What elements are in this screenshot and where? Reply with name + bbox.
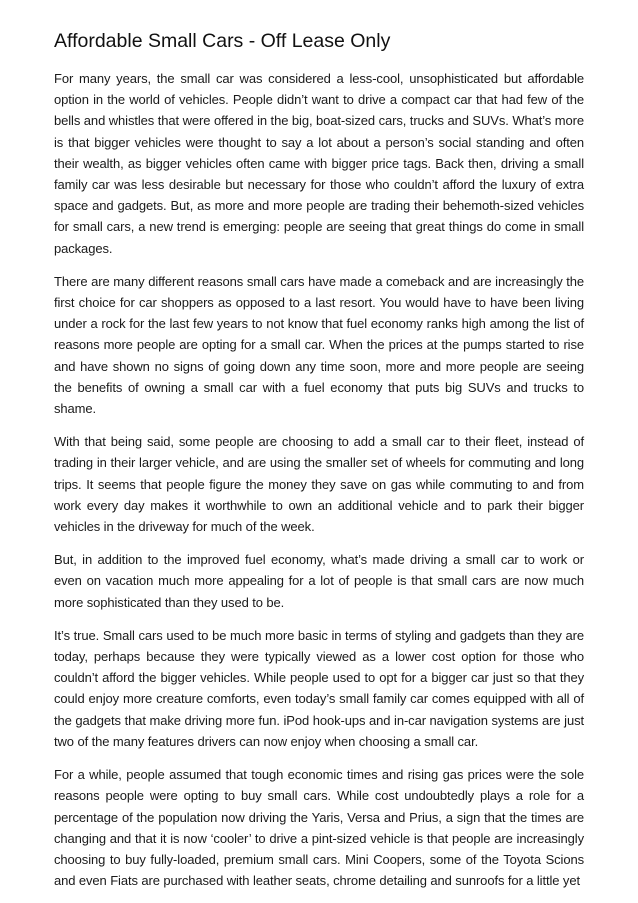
paragraph-3: With that being said, some people are choosing to add a small car to their fleet, instead of trading in their larger vehicle, and are using the smaller set of wheels for commuting and long trips. It seems that people figure the money they save on gas while commuting to and from work every day makes it worthwhile to own an additional vehicle and to park their bigger vehicles in the driveway for much of the week.: [54, 434, 584, 535]
paragraph-2: There are many different reasons small cars have made a comeback and are increasingly the first choice for car shoppers as opposed to a last resort. You would have to have been living under a rock for the last few years to not know that fuel economy ranks high among the list of reasons more people are opting for a small car. When the prices at the pumps started to rise and have shown no signs of going down any time soon, more and more people are seeing the benefits of owning a small car with a fuel economy that puts big SUVs and trucks to shame.: [54, 273, 584, 417]
paragraph-6: For a while, people assumed that tough economic times and rising gas prices were the sole reasons people were opting to buy small cars. While cost undoubtedly plays a role for a percentage of the population now driving the Yaris, Versa and Prius, a sign that the times are changing and that it is now ‘cooler’ to drive a pint-sized vehicle is that people are increasingly choosing to buy fully-loaded, premium small cars. Mini Coopers, some of the Toyota Scions and even Fiats are purchased with leather seats, chrome detailing and sunroofs for a little yet: [54, 767, 584, 889]
document-title: Affordable Small Cars - Off Lease Only: [54, 30, 391, 52]
paragraph-1: For many years, the small car was considered a less-cool, unsophisticated but affordable option in the world of vehicles. People didn’t want to drive a compact car that had few of the bells and whistles that were offered in the big, boat-sized cars, trucks and SUVs. What’s more is that bigger vehicles were thought to say a lot about a person’s social standing and often their wealth, as bigger vehicles often came with bigger price tags. Back then, driving a small family car was less desirable but necessary for those who couldn’t afford the luxury of extra space and gadgets. But, as more and more people are trading their behemoth-sized vehicles for small cars, a new trend is emerging: people are seeing that great things do come in small packages.: [54, 71, 584, 256]
paragraph-5: It’s true. Small cars used to be much more basic in terms of styling and gadgets than they are today, perhaps because they were typically viewed as a lower cost option for those who couldn’t afford the bigger vehicles. While people used to opt for a bigger car just so that they could enjoy more creature comforts, even today’s small family car comes equipped with all of the gadgets that make driving more fun. iPod hook-ups and in-car navigation systems are just two of the many features drivers can now enjoy when choosing a small car.: [54, 627, 584, 749]
paragraph-4: But, in addition to the improved fuel economy, what’s made driving a small car to work or even on vacation much more appealing for a lot of people is that small cars are now much more sophisticated than they used to be.: [54, 552, 584, 610]
document-page: [54, 28, 584, 903]
